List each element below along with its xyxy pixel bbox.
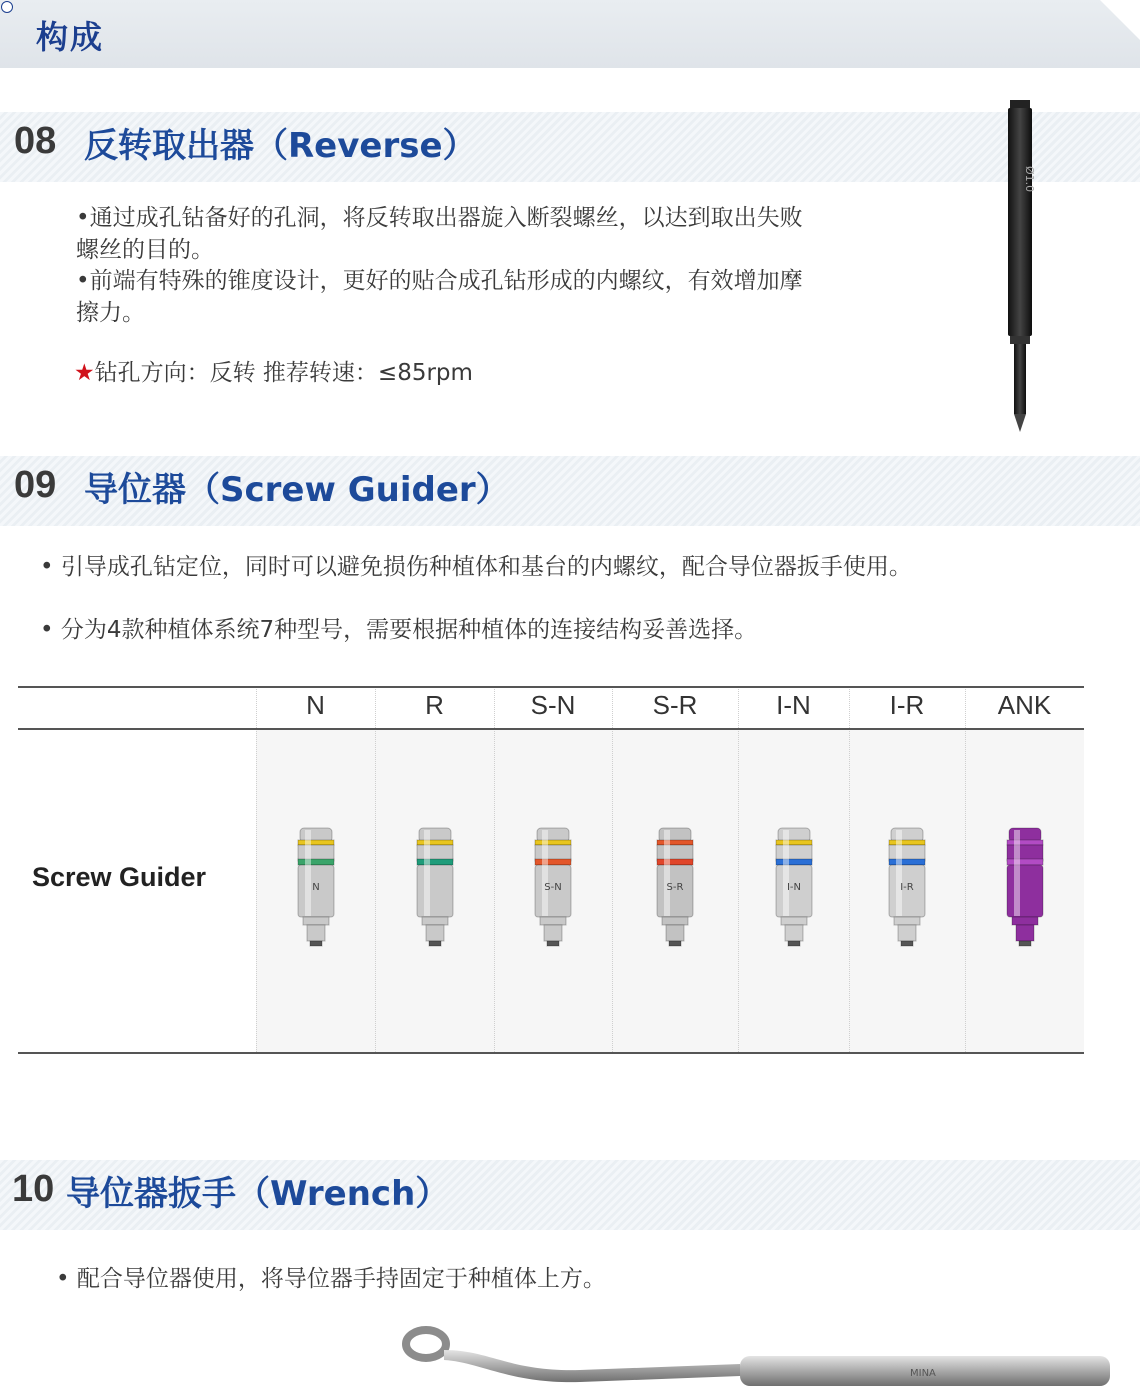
guider-engraving: I-N [786,882,801,893]
section-10-bullet-1: • 配合导位器使用，将导位器手持固定于种植体上方。 [56,1266,606,1292]
guider-part [662,917,688,925]
wrench-brand: MINA [910,1368,936,1379]
section-09-bullet-1: • 引导成孔钻定位，同时可以避免损伤种植体和基台的内螺纹，配合导位器扳手使用。 [40,554,912,580]
guider-part [889,859,925,865]
section-09-title: 导位器（Screw Guider） [84,470,510,510]
guider-part [1007,859,1043,865]
guider-part [422,917,448,925]
guider-engraving: I-R [900,882,914,893]
wrench-image [400,1320,1120,1392]
guider-part [298,840,334,845]
bullet-line: •前端有特殊的锥度设计，更好的贴合成孔钻形成的内螺纹，有效增加摩 [76,268,803,294]
guider-part [307,925,325,941]
table-column-divider [494,686,495,1054]
screw-guider-image [650,824,700,954]
screw-guider-image [528,824,578,954]
banner-dot [1,1,13,13]
table-header-cell: S-R [652,690,698,720]
guider-part [429,941,441,946]
guider-part [535,840,571,845]
guider-part [426,925,444,941]
bullet-line: 擦力。 [76,300,145,326]
wrench-neck [444,1350,740,1382]
screw-guider-image [410,824,460,954]
table-header-rule [18,728,1084,730]
guider-highlight [783,830,789,916]
table-header-cell: S-N [530,690,576,720]
section-10-number: 10 [12,1168,55,1210]
guider-part [547,941,559,946]
table-column-divider [965,686,966,1054]
table-header-cell: ANK [997,690,1052,720]
guider-part [1007,840,1043,845]
star-icon: ★ [74,360,95,386]
table-header-cell: R [425,690,444,720]
section-08-number: 08 [14,120,57,162]
section-08-bullet-2 [76,265,803,329]
table-column-divider [612,686,613,1054]
section-10-title: 导位器扳手（Wrench） [66,1174,450,1214]
section-08-bullet-1 [76,202,803,266]
section-09-bullet-2: • 分为4款种植体系统7种型号，需要根据种植体的连接结构妥善选择。 [40,617,758,643]
table-header-cell: I-N [776,690,811,720]
tool-size-label: Ø1.0 [1023,166,1036,193]
table-bottom-rule [18,1052,1084,1054]
table-header-cell: I-R [889,690,925,720]
guider-part [535,859,571,865]
table-column-divider [375,686,376,1054]
guider-part [666,925,684,941]
guider-part [781,917,807,925]
guider-part [417,840,453,845]
table-column-divider [738,686,739,1054]
guider-part [776,840,812,845]
screw-guider-table [18,686,1084,1054]
guider-part [788,941,800,946]
guider-engraving: S-N [544,882,562,893]
table-top-rule [18,686,1084,688]
guider-part [1012,917,1038,925]
guider-part [1019,941,1031,946]
section-08-title: 反转取出器（Reverse） [84,126,477,166]
section-08-note [74,357,473,389]
guider-part [901,941,913,946]
table-column-divider [256,686,257,1054]
guider-part [1007,865,1043,917]
tool-point [1014,414,1026,432]
guider-part [1016,925,1034,941]
guider-part [889,840,925,845]
guider-part [894,917,920,925]
section-09-number: 09 [14,464,57,506]
note-text: 钻孔方向：反转 推荐转速：≤85rpm [94,360,473,386]
guider-part [544,925,562,941]
tool-cap [1010,100,1030,108]
guider-part [657,859,693,865]
guider-part [298,859,334,865]
screw-guider-image [291,824,341,954]
guider-highlight [305,830,311,916]
guider-part [898,925,916,941]
bullet-line: 螺丝的目的。 [76,237,214,263]
row-label: Screw Guider [32,862,207,892]
tool-collar [1010,336,1030,344]
screw-guider-image [882,824,932,954]
guider-part [776,859,812,865]
guider-part [785,925,803,941]
guider-highlight [664,830,670,916]
screw-guider-image [769,824,819,954]
table-column-divider [849,686,850,1054]
header-banner [0,0,1140,68]
wrench-ring [406,1330,446,1358]
bullet-line: •通过成孔钻备好的孔洞，将反转取出器旋入断裂螺丝，以达到取出失败 [76,205,803,231]
guider-engraving: S-R [666,882,684,893]
page-title: 构成 [36,18,105,56]
guider-part [310,941,322,946]
guider-highlight [1014,830,1020,916]
guider-engraving: N [311,882,320,893]
guider-part [540,917,566,925]
tool-shaft [1008,108,1032,336]
guider-highlight [424,830,430,916]
guider-highlight [542,830,548,916]
guider-part [657,840,693,845]
screw-guider-image [1000,824,1050,954]
reverse-remover-image [1000,96,1040,434]
table-header-cell: N [306,690,325,720]
guider-highlight [896,830,902,916]
guider-part [417,859,453,865]
guider-part [417,865,453,917]
guider-part [303,917,329,925]
tool-tip [1014,344,1026,414]
guider-part [669,941,681,946]
